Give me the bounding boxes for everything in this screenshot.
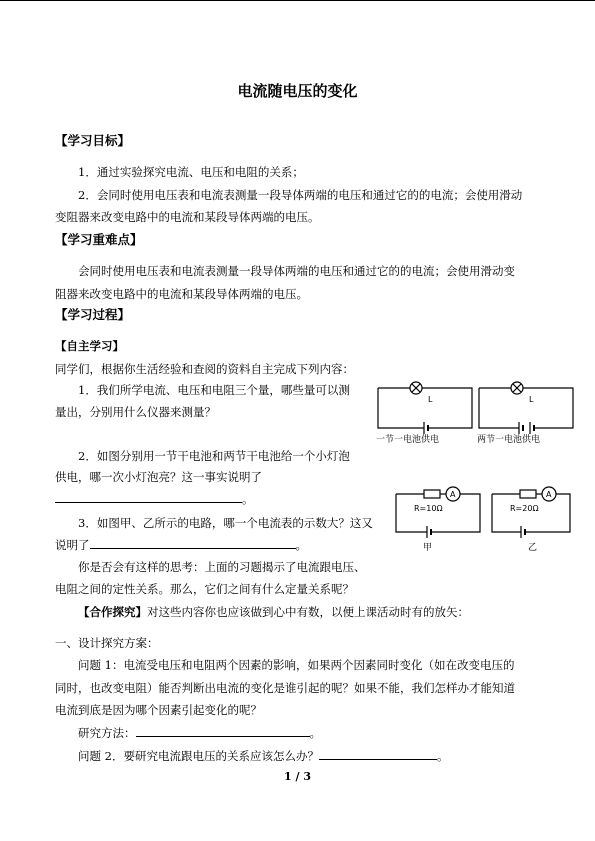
ammeter-label: A — [450, 490, 456, 499]
question-1b: 量出，分别用什么仪器来测量？ — [55, 405, 216, 419]
period: 。 — [295, 538, 307, 552]
design-heading: 一、设计探究方案： — [55, 636, 159, 650]
question-1a: 1．我们所学电流、电压和电阻三个量，哪些量可以测 — [78, 383, 350, 397]
circuit-jia-figure — [394, 484, 484, 554]
question-2b: 供电，哪一次小灯泡亮？这一事实说明了 — [55, 470, 262, 484]
caption-two-cells: 两节一电池供电 — [477, 435, 541, 445]
problem-2: 问题 2．要研究电流跟电压的关系应该怎么办？ — [78, 749, 319, 763]
answer-blank — [319, 749, 437, 760]
question-3b-line — [55, 538, 307, 552]
goal-heading: 【学习目标】 — [55, 133, 131, 148]
key-text-b: 阻器来改变电路中的电流和某段导体两端的电压。 — [55, 287, 308, 301]
goal-item-1: 1．通过实验探究电流、电压和电阻的关系； — [78, 165, 304, 179]
ammeter-label: A — [546, 490, 552, 499]
coop-text: 对这些内容你也应该做到心中有数，以便上课活动时有的放矢： — [147, 605, 469, 619]
period: 。 — [309, 726, 321, 740]
key-text-a: 会同时使用电压表和电流表测量一段导体两端的电压和通过它的的电流；会使用滑动变 — [78, 264, 515, 278]
period: 。 — [436, 749, 449, 763]
problem-2-line — [78, 749, 448, 763]
page-title: 电流随电压的变化 — [237, 82, 358, 100]
process-heading: 【学习过程】 — [55, 307, 131, 322]
page-number: 1 / 3 — [284, 770, 311, 783]
question-3b: 说明了 — [55, 538, 90, 552]
question-3a: 3．如图甲、乙所示的电路，哪一个电流表的示数大？这又 — [78, 516, 373, 530]
resistor-label-yi: R=20Ω — [510, 504, 539, 513]
key-heading: 【学习重难点】 — [55, 232, 143, 247]
bulb-label: L — [529, 395, 534, 404]
think-text-a: 你是否会有这样的思考：上面的习题揭示了电流跟电压、 — [78, 560, 366, 574]
goal-item-2a: 2．会同时使用电压表和电流表测量一段导体两端的电压和通过它的的电流；会使用滑动 — [78, 188, 523, 202]
think-text-b: 电阻之间的定性关系。那么，它们之间有什么定量关系呢？ — [55, 582, 354, 596]
label-yi: 乙 — [528, 543, 538, 553]
answer-blank — [90, 538, 296, 549]
top-rule — [0, 0, 595, 1]
circuit-two-cells-figure — [477, 378, 577, 446]
intro-text: 同学们，根据你生活经验和查阅的资料自主完成下列内容： — [55, 362, 354, 376]
coop-line — [78, 605, 469, 619]
problem-1b: 同时，也改变电阻）能否判断出电流的变化是谁引起的呢？如果不能，我们怎样办才能知道 — [55, 681, 515, 695]
circuit-one-cell-figure — [376, 378, 474, 446]
circuit-yi-figure — [490, 484, 580, 554]
resistor-label-jia: R=10Ω — [414, 504, 443, 513]
caption-one-cell: 一节一电池供电 — [376, 435, 440, 445]
method-label: 研究方法： — [78, 726, 136, 740]
answer-blank — [136, 726, 310, 737]
bulb-label: L — [428, 395, 433, 404]
problem-1a: 问题 1：电流受电压和电阻两个因素的影响，如果两个因素同时变化（如在改变电压的 — [78, 658, 515, 672]
answer-blank — [55, 492, 242, 503]
problem-1c: 电流到底是因为哪个因素引起变化的呢？ — [55, 703, 262, 717]
method-line — [78, 726, 321, 740]
question-2-blank-line — [55, 492, 254, 506]
goal-item-2b: 变阻器来改变电路中的电流和某段导体两端的电压。 — [55, 210, 320, 224]
self-study-heading: 【自主学习】 — [55, 339, 124, 353]
coop-heading: 【合作探究】 — [78, 605, 147, 619]
period: 。 — [242, 492, 254, 506]
question-2a: 2．如图分别用一节干电池和两节干电池给一个小灯泡 — [78, 449, 350, 463]
label-jia: 甲 — [423, 543, 433, 553]
